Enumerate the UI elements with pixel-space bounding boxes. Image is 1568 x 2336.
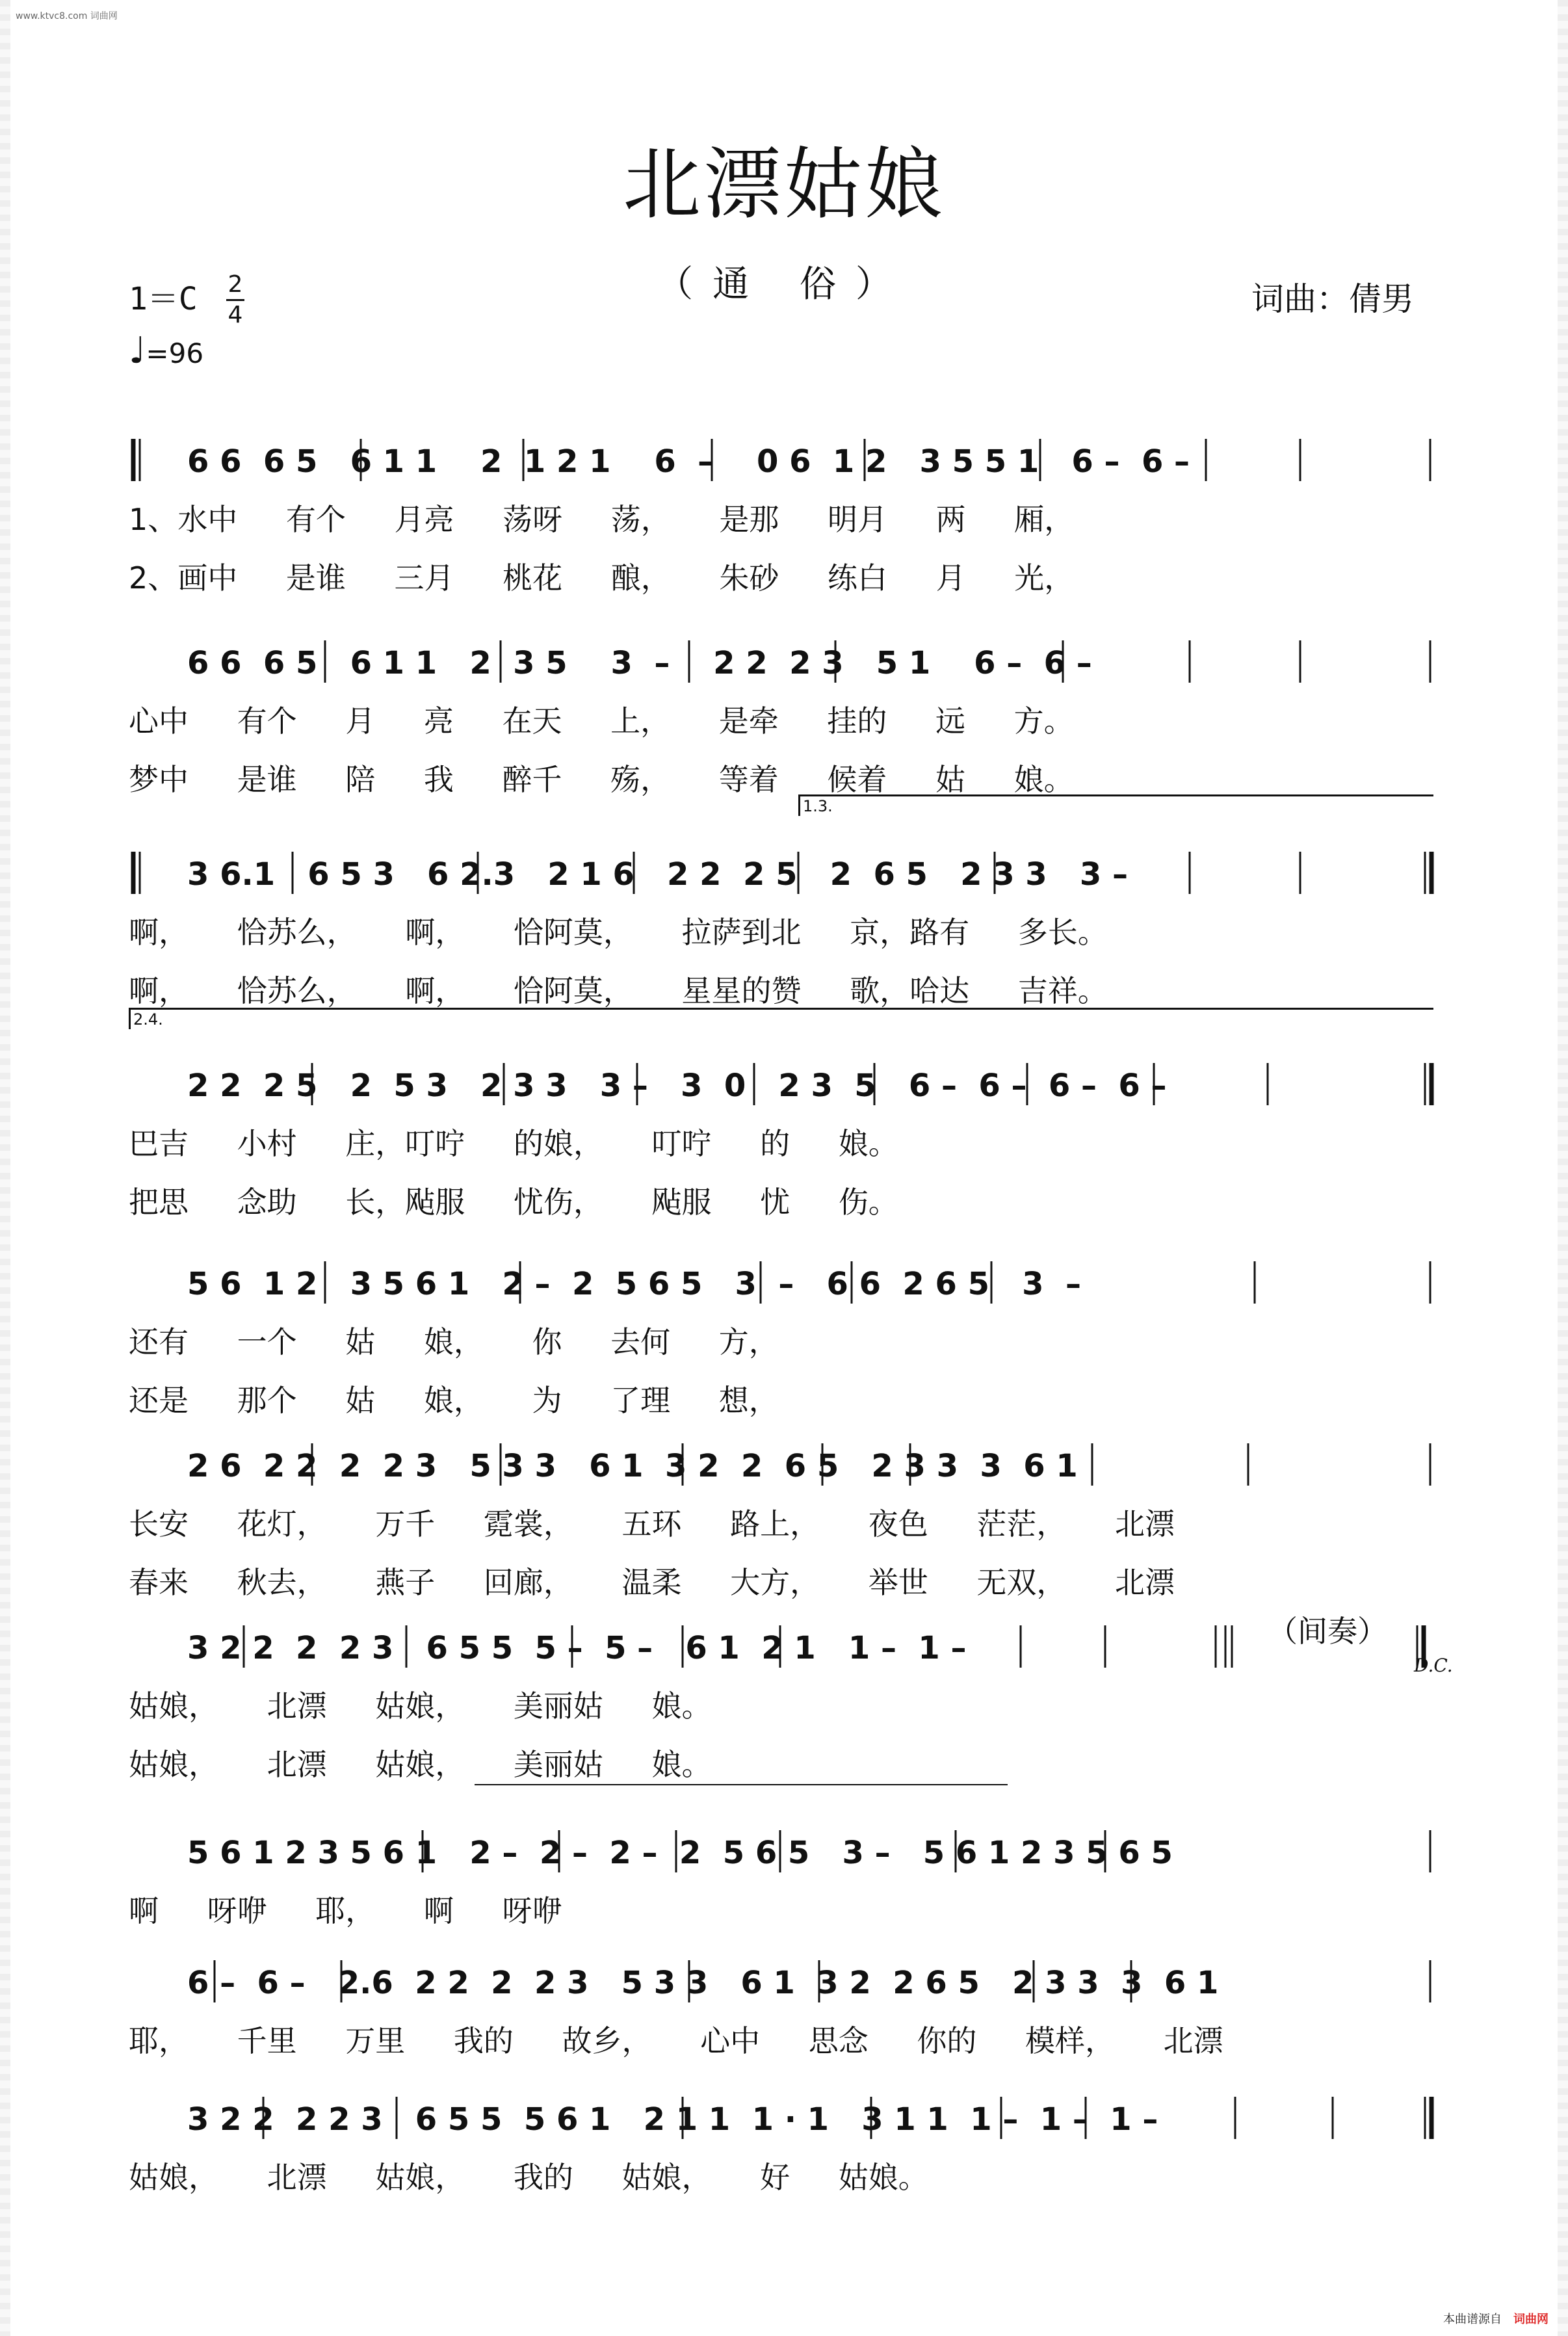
quarter-note-icon: ♩ [129,330,146,372]
lyric-line: 啊， 恰苏么， 啊， 恰阿莫， 星星的赞 歌，哈达 吉祥。 [129,973,1108,1008]
lyric-line: 还是 那个 姑 娘， 为 了理 想， [129,1383,779,1418]
lyric-line: 2、画中 是谁 三月 桃花 酿， 朱砂 练白 月 光， [129,560,1075,596]
lyric-line: 把思 念助 长，飐服 忧伤， 飐服 忧 伤。 [129,1185,898,1220]
time-signature-bottom: 4 [228,302,243,328]
notation-line: 5 6 1 2 3 5 6 1 2 – 2 5 6 5 3 – 6 6 2 6 5 3 – [187,1266,1081,1302]
lyric-line: 耶， 千里 万里 我的 故乡， 心中 思念 你的 模样， 北漂 [129,2023,1223,2058]
song-style: （通 俗） [657,263,911,306]
interlude-label: （间奏） [1268,1614,1387,1649]
lyric-line: 梦中 是谁 陪 我 醉千 殇， 等着 候着 姑 娘。 [129,762,1074,797]
notation-line: 6 6 6 5 6 1 1 2 3 5 3 – 2 2 2 3 5 1 6 – 6 – [187,645,1092,681]
author-credit: 词曲：倩男 [1251,280,1414,318]
page-title: 北漂姑娘 [623,140,945,230]
lyric-line: 啊， 恰苏么， 啊， 恰阿莫， 拉萨到北 京，路有 多长。 [129,915,1108,950]
notation-line: 6 6 6 5 6 1 1 2 1 2 1 6 – 0 6 1 2 3 5 5 1 6 – 6 – [187,443,1190,480]
lyric-line: 春来 秋去， 燕子 回廊， 温柔 大方， 举世 无双， 北漂 [129,1565,1175,1600]
lyric-line: 姑娘， 北漂 姑娘， 我的 姑娘， 好 姑娘。 [129,2160,928,2195]
footer-source: 本曲谱源自 [1443,2313,1502,2326]
second-ending-label: 2.4. [133,1010,163,1029]
lyric-line: 姑娘， 北漂 姑娘， 美丽姑 娘。 [129,1688,712,1724]
notation-line: 2 2 2 5 2 5 3 2 3 3 3 – 3 0 2 3 5 6 – 6 – 6 – 6 – [187,1068,1167,1104]
notation-line: 3 2 2 2 2 3 6 5 5 5 6 1 2 1 1 1 · 1 3 1 1 1 – 1 – 1 – [187,2101,1158,2138]
time-signature-top: 2 [226,272,244,301]
first-ending-label: 1.3. [803,797,833,815]
notation-line: 5 6 1 2 3 5 6 1 2 – 2 – 2 – 2 5 6 5 3 – 5 6 1 2 3 5 6 5 [187,1835,1173,1871]
footer-credit [1443,2310,1548,2327]
lyric-line: 姑娘， 北漂 姑娘， 美丽姑 娘。 [129,1747,712,1782]
lyric-line: 心中 有个 月 亮 在天 上， 是牵 挂的 远 方。 [129,703,1074,739]
site-url: www.ktvc8.com 词曲网 [16,11,118,21]
tempo-value: =96 [146,337,204,369]
notation-line: 3 6.1 6 5 3 6 2.3 2 1 6 2 2 2 5 2 6 5 2 3 3 3 – [187,856,1128,893]
lyric-line: 啊 呀咿 耶， 啊 呀咿 [129,1893,562,1928]
lyric-line: 长安 花灯， 万千 霓裳， 五环 路上， 夜色 茫茫， 北漂 [129,1506,1175,1542]
dc-mark: D.C. [1414,1655,1453,1676]
lyric-line: 巴吉 小村 庄，叮咛 的娘， 叮咛 的 娘。 [129,1126,898,1161]
lyric-line: 1、水中 有个 月亮 荡呀 荡， 是那 明月 两 厢， [129,502,1075,537]
notation-line: 2 6 2 2 2 2 3 5 3 3 6 1 3 2 2 6 5 2 3 3 3 6 1 [187,1448,1078,1484]
lyric-line: 还有 一个 姑 娘， 你 去何 方， [129,1324,779,1359]
notation-line: 6 – 6 – 2.6 2 2 2 2 3 5 3 3 6 1 3 2 2 6 5 2 3 3 3 6 1 [187,1965,1219,2001]
key-signature: 1＝C [129,281,198,317]
notation-line: 3 2 2 2 2 3 6 5 5 5 – 5 – 6 1 2 1 1 – 1 – [187,1630,967,1666]
footer-brand: 词曲网 [1513,2313,1548,2326]
